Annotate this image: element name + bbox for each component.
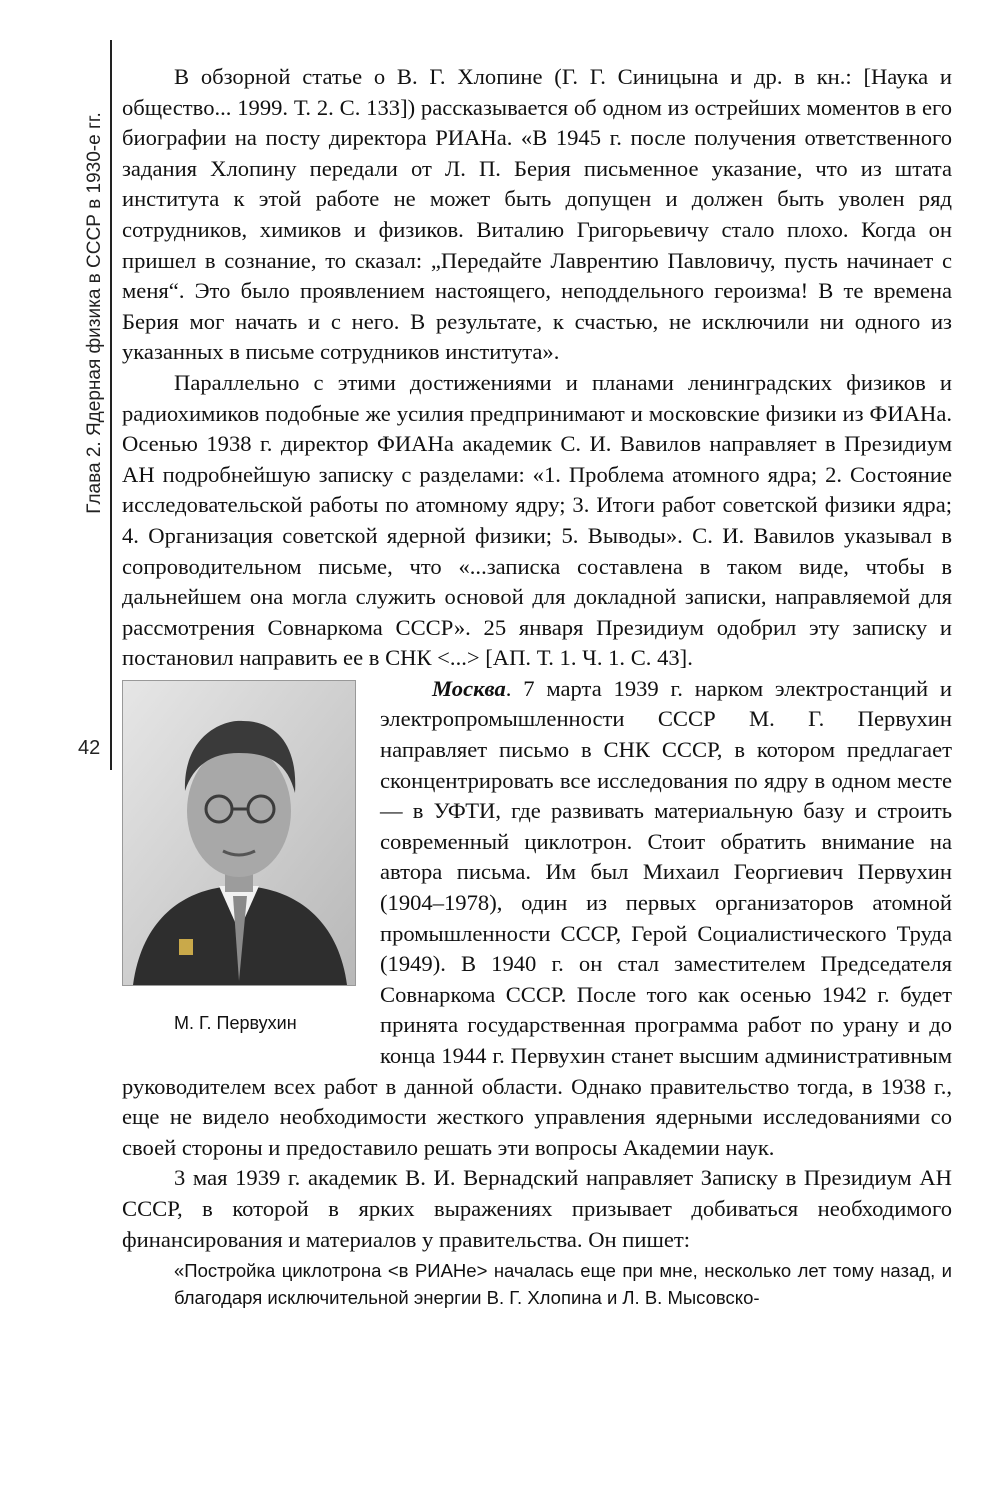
page-number: 42 bbox=[78, 737, 101, 759]
portrait-photo-icon bbox=[122, 680, 356, 986]
side-header bbox=[78, 40, 112, 1470]
vertical-rule bbox=[110, 40, 112, 770]
block-quote: «Постройка циклотрона <в РИАНе> началась еще при мне, несколько лет тому назад, и благодаря исключительной энергии В. Г. Хлопина и Л. В. Мысовско- bbox=[174, 1260, 952, 1309]
paragraph-4: 3 мая 1939 г. академик В. И. Вернадский направляет Записку в Президиум АН СССР, в которой в ярких выражениях призывает добиваться необходимого финансирования и материалов у правительства. Он пишет: bbox=[122, 1165, 952, 1252]
main-text bbox=[122, 62, 952, 1311]
paragraph-1: В обзорной статье о В. Г. Хлопине (Г. Г. Синицына и др. в кн.: [Наука и общество... 1999. Т. 2. С. 133]) рассказывается об одном из острейших моментов в его биографии на посту директора РИАНа. «В 1945 г. после получения ответственного задания Хлопину передали от Л. П. Берия письменное указание, что из штата института к этой работе не может быть допущен и должен быть уволен ряд сотрудников, химиков и физиков. Виталию Григорьевичу стало плохо. Когда он пришел в сознание, то сказал: „Передайте Лаврентию Павловичу, пусть начинает с меня“. Это было проявлением настоящего, неподдельного героизма! В те времена Берия мог начать и с него. В результате, к счастью, не исключили ни одного из указанных в письме сотрудников института». bbox=[122, 64, 952, 365]
place-name: Москва bbox=[432, 675, 506, 701]
running-head-text: Глава 2. Ядерная физика в СССР в 1930-е гг. bbox=[84, 112, 105, 514]
paragraph-3-text: . 7 марта 1939 г. нарком электростанций и электропромышленности СССР М. Г. Первухин направляет письмо в СНК СССР, в котором предлагает сконцентрировать все исследования по ядру в одном месте — в УФТИ, где развивать материальную базу и строить современный циклотрон. Стоит обратить внимание на автора письма. Им был Михаил Георгиевич Первухин (1904–1978), один из первых организаторов атомной промышленности СССР, Герой Социалистического Труда (1949). В 1940 г. он стал заместителем Председателя Совнаркома СССР. После того как осенью 1942 г. будет принята государственная программа работ по урану и до конца 1944 г. Первухин станет высшим административным руководителем всех работ в данной области. Однако правительство тогда, в 1938 г., еще не видело необходимости жесткого управления ядерными исследованиями со своей стороны и предоставило решать эти вопросы Академии наук. bbox=[122, 675, 952, 1160]
paragraph-2: Параллельно с этими достижениями и планами ленинградских физиков и радиохимиков подобные же усилия предпринимают и московские физики из ФИАНа. Осенью 1938 г. директор ФИАНа академик С. И. Вавилов направляет в Президиум АН подробнейшую записку с разделами: «1. Проблема атомного ядра; 2. Состояние исследовательской работы по атомному ядру; 3. Итоги работ советской физики ядра; 4. Организация советской ядерной физики; 5. Выводы». С. И. Вавилов указывал в сопроводительном письме, что «...записка составлена в таком виде, чтобы в дальнейшем она могла служить основой для докладной записки, направляемой для рассмотрения Совнаркома СССР». 25 января Президиум одобрил эту записку и постановил направить ее в СНК <...> [АП. Т. 1. Ч. 1. С. 43]. bbox=[122, 369, 952, 671]
running-head bbox=[78, 88, 112, 538]
figure-pervukhin bbox=[122, 680, 362, 1039]
figure-caption: М. Г. Первухин bbox=[174, 1012, 297, 1033]
